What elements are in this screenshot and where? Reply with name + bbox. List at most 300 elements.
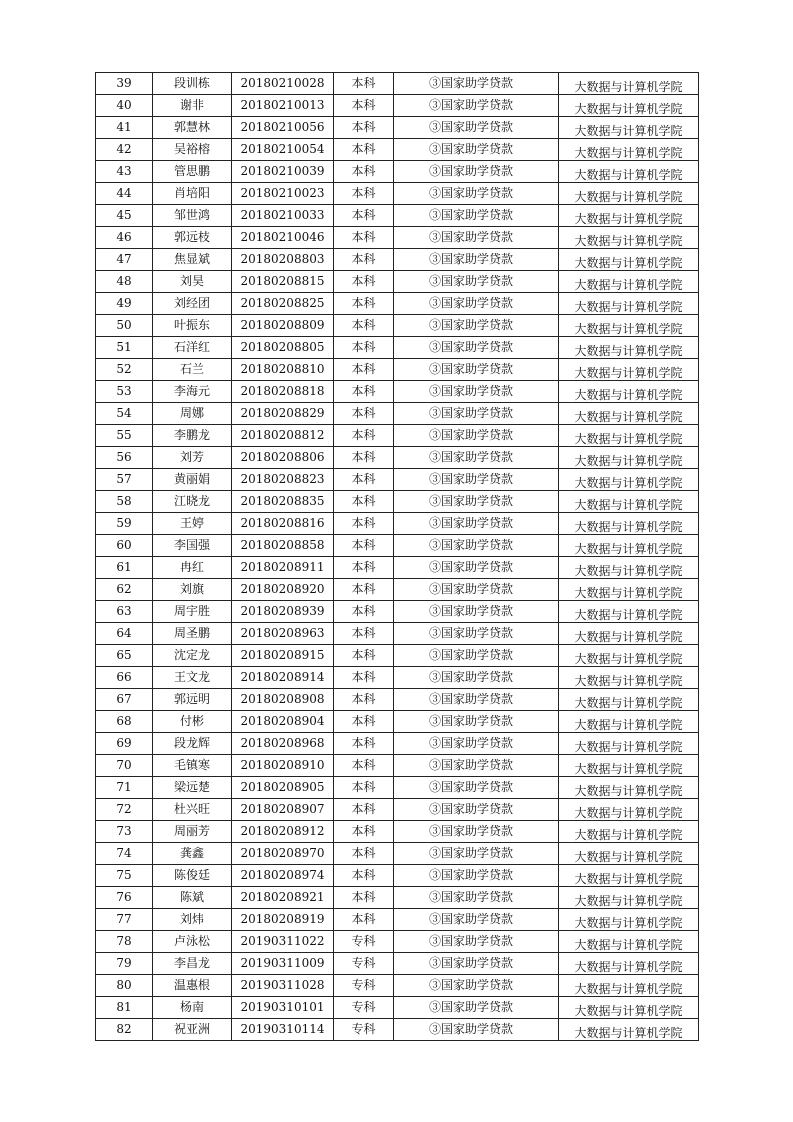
student-name-cell: 段训栋 xyxy=(153,73,232,95)
college-label: 大数据与计算机学院 xyxy=(574,586,683,600)
aid-type-cell: ③国家助学贷款 xyxy=(394,755,559,777)
student-id-cell: 20180210023 xyxy=(232,183,334,205)
student-name-cell: 周宇胜 xyxy=(153,601,232,623)
aid-type-cell: ③国家助学贷款 xyxy=(394,557,559,579)
row-number-cell: 46 xyxy=(96,227,153,249)
college-cell xyxy=(559,271,699,293)
table-row xyxy=(96,447,699,469)
table-row xyxy=(96,645,699,667)
college-label: 大数据与计算机学院 xyxy=(574,938,683,952)
aid-type-cell: ③国家助学贷款 xyxy=(394,183,559,205)
table-row xyxy=(96,403,699,425)
aid-type-cell: ③国家助学贷款 xyxy=(394,359,559,381)
student-name-cell: 李鹏龙 xyxy=(153,425,232,447)
table-row xyxy=(96,777,699,799)
table-row xyxy=(96,205,699,227)
table-row xyxy=(96,183,699,205)
college-label: 大数据与计算机学院 xyxy=(574,652,683,666)
college-label: 大数据与计算机学院 xyxy=(574,960,683,974)
row-number-cell: 40 xyxy=(96,95,153,117)
student-id-cell: 20180210046 xyxy=(232,227,334,249)
student-name-cell: 邹世鸿 xyxy=(153,205,232,227)
college-label: 大数据与计算机学院 xyxy=(574,190,683,204)
aid-type-cell: ③国家助学贷款 xyxy=(394,997,559,1019)
college-label: 大数据与计算机学院 xyxy=(574,388,683,402)
aid-type-cell: ③国家助学贷款 xyxy=(394,403,559,425)
education-level-cell: 本科 xyxy=(334,887,394,909)
aid-type-cell: ③国家助学贷款 xyxy=(394,601,559,623)
college-cell xyxy=(559,403,699,425)
aid-type-cell: ③国家助学贷款 xyxy=(394,315,559,337)
education-level-cell: 本科 xyxy=(334,337,394,359)
college-cell xyxy=(559,843,699,865)
college-label: 大数据与计算机学院 xyxy=(574,124,683,138)
college-cell xyxy=(559,381,699,403)
student-name-cell: 石兰 xyxy=(153,359,232,381)
student-name-cell: 李海元 xyxy=(153,381,232,403)
row-number-cell: 52 xyxy=(96,359,153,381)
student-name-cell: 肖培阳 xyxy=(153,183,232,205)
education-level-cell: 本科 xyxy=(334,843,394,865)
education-level-cell: 本科 xyxy=(334,271,394,293)
student-name-cell: 刘炜 xyxy=(153,909,232,931)
student-id-cell: 20180208806 xyxy=(232,447,334,469)
education-level-cell: 本科 xyxy=(334,425,394,447)
college-cell xyxy=(559,513,699,535)
student-id-cell: 20190310101 xyxy=(232,997,334,1019)
education-level-cell: 本科 xyxy=(334,205,394,227)
aid-type-cell: ③国家助学贷款 xyxy=(394,711,559,733)
aid-type-cell: ③国家助学贷款 xyxy=(394,117,559,139)
college-cell xyxy=(559,161,699,183)
college-label: 大数据与计算机学院 xyxy=(574,102,683,116)
table-row xyxy=(96,557,699,579)
aid-type-cell: ③国家助学贷款 xyxy=(394,381,559,403)
aid-type-cell: ③国家助学贷款 xyxy=(394,975,559,997)
college-cell xyxy=(559,667,699,689)
student-id-cell: 20180208825 xyxy=(232,293,334,315)
row-number-cell: 77 xyxy=(96,909,153,931)
table-row xyxy=(96,909,699,931)
college-cell xyxy=(559,865,699,887)
table-row xyxy=(96,73,699,95)
education-level-cell: 本科 xyxy=(334,733,394,755)
education-level-cell: 本科 xyxy=(334,293,394,315)
college-cell xyxy=(559,73,699,95)
student-name-cell: 杨南 xyxy=(153,997,232,1019)
student-id-cell: 20180208911 xyxy=(232,557,334,579)
row-number-cell: 49 xyxy=(96,293,153,315)
student-id-cell: 20180210028 xyxy=(232,73,334,95)
aid-type-cell: ③国家助学贷款 xyxy=(394,139,559,161)
student-id-cell: 20180210054 xyxy=(232,139,334,161)
table-row xyxy=(96,227,699,249)
aid-type-cell: ③国家助学贷款 xyxy=(394,337,559,359)
student-name-cell: 郭远明 xyxy=(153,689,232,711)
student-name-cell: 周丽芳 xyxy=(153,821,232,843)
row-number-cell: 78 xyxy=(96,931,153,953)
college-cell xyxy=(559,821,699,843)
education-level-cell: 本科 xyxy=(334,447,394,469)
college-label: 大数据与计算机学院 xyxy=(574,476,683,490)
student-id-cell: 20180208904 xyxy=(232,711,334,733)
student-id-cell: 20180208968 xyxy=(232,733,334,755)
table-row xyxy=(96,865,699,887)
student-name-cell: 李昌龙 xyxy=(153,953,232,975)
student-name-cell: 温惠根 xyxy=(153,975,232,997)
college-label: 大数据与计算机学院 xyxy=(574,542,683,556)
aid-type-cell: ③国家助学贷款 xyxy=(394,579,559,601)
row-number-cell: 81 xyxy=(96,997,153,1019)
aid-type-cell: ③国家助学贷款 xyxy=(394,909,559,931)
table-row xyxy=(96,293,699,315)
student-name-cell: 吴裕榕 xyxy=(153,139,232,161)
student-id-cell: 20180208805 xyxy=(232,337,334,359)
table-row xyxy=(96,601,699,623)
row-number-cell: 68 xyxy=(96,711,153,733)
table-row xyxy=(96,491,699,513)
table-row xyxy=(96,381,699,403)
college-cell xyxy=(559,535,699,557)
education-level-cell: 本科 xyxy=(334,535,394,557)
student-id-cell: 20180210039 xyxy=(232,161,334,183)
table-row xyxy=(96,579,699,601)
aid-type-cell: ③国家助学贷款 xyxy=(394,535,559,557)
row-number-cell: 79 xyxy=(96,953,153,975)
student-id-cell: 20180208914 xyxy=(232,667,334,689)
education-level-cell: 本科 xyxy=(334,601,394,623)
aid-type-cell: ③国家助学贷款 xyxy=(394,227,559,249)
college-label: 大数据与计算机学院 xyxy=(574,872,683,886)
education-level-cell: 本科 xyxy=(334,909,394,931)
education-level-cell: 专科 xyxy=(334,1019,394,1041)
college-label: 大数据与计算机学院 xyxy=(574,850,683,864)
student-name-cell: 周圣鹏 xyxy=(153,623,232,645)
table-row xyxy=(96,975,699,997)
row-number-cell: 42 xyxy=(96,139,153,161)
college-label: 大数据与计算机学院 xyxy=(574,300,683,314)
row-number-cell: 75 xyxy=(96,865,153,887)
aid-type-cell: ③国家助学贷款 xyxy=(394,953,559,975)
student-name-cell: 郭慧林 xyxy=(153,117,232,139)
education-level-cell: 本科 xyxy=(334,667,394,689)
row-number-cell: 50 xyxy=(96,315,153,337)
education-level-cell: 本科 xyxy=(334,689,394,711)
student-name-cell: 沈定龙 xyxy=(153,645,232,667)
aid-type-cell: ③国家助学贷款 xyxy=(394,645,559,667)
student-id-cell: 20180208970 xyxy=(232,843,334,865)
aid-type-cell: ③国家助学贷款 xyxy=(394,623,559,645)
college-cell xyxy=(559,205,699,227)
student-id-cell: 20180208829 xyxy=(232,403,334,425)
education-level-cell: 本科 xyxy=(334,73,394,95)
college-cell xyxy=(559,249,699,271)
college-cell xyxy=(559,447,699,469)
row-number-cell: 73 xyxy=(96,821,153,843)
table-row xyxy=(96,535,699,557)
college-label: 大数据与计算机学院 xyxy=(574,234,683,248)
education-level-cell: 本科 xyxy=(334,227,394,249)
table-row xyxy=(96,469,699,491)
row-number-cell: 67 xyxy=(96,689,153,711)
education-level-cell: 本科 xyxy=(334,557,394,579)
student-name-cell: 陈斌 xyxy=(153,887,232,909)
college-cell xyxy=(559,183,699,205)
aid-type-cell: ③国家助学贷款 xyxy=(394,271,559,293)
college-cell xyxy=(559,645,699,667)
student-id-cell: 20180208910 xyxy=(232,755,334,777)
student-name-cell: 石洋红 xyxy=(153,337,232,359)
college-cell xyxy=(559,425,699,447)
education-level-cell: 专科 xyxy=(334,931,394,953)
college-cell xyxy=(559,469,699,491)
aid-type-cell: ③国家助学贷款 xyxy=(394,865,559,887)
education-level-cell: 本科 xyxy=(334,645,394,667)
table-row xyxy=(96,359,699,381)
education-level-cell: 本科 xyxy=(334,711,394,733)
student-aid-table xyxy=(95,72,699,1041)
student-name-cell: 冉红 xyxy=(153,557,232,579)
student-name-cell: 李国强 xyxy=(153,535,232,557)
row-number-cell: 60 xyxy=(96,535,153,557)
college-cell xyxy=(559,117,699,139)
row-number-cell: 54 xyxy=(96,403,153,425)
student-id-cell: 20180210033 xyxy=(232,205,334,227)
aid-type-cell: ③国家助学贷款 xyxy=(394,667,559,689)
aid-type-cell: ③国家助学贷款 xyxy=(394,425,559,447)
student-name-cell: 龚鑫 xyxy=(153,843,232,865)
college-label: 大数据与计算机学院 xyxy=(574,432,683,446)
education-level-cell: 本科 xyxy=(334,381,394,403)
student-name-cell: 陈俊廷 xyxy=(153,865,232,887)
education-level-cell: 专科 xyxy=(334,975,394,997)
college-label: 大数据与计算机学院 xyxy=(574,212,683,226)
student-id-cell: 20190311009 xyxy=(232,953,334,975)
student-name-cell: 江晓龙 xyxy=(153,491,232,513)
table-row xyxy=(96,161,699,183)
row-number-cell: 61 xyxy=(96,557,153,579)
college-label: 大数据与计算机学院 xyxy=(574,718,683,732)
college-cell xyxy=(559,337,699,359)
student-id-cell: 20180208915 xyxy=(232,645,334,667)
education-level-cell: 本科 xyxy=(334,755,394,777)
aid-type-cell: ③国家助学贷款 xyxy=(394,689,559,711)
college-label: 大数据与计算机学院 xyxy=(574,344,683,358)
table-row xyxy=(96,139,699,161)
college-label: 大数据与计算机学院 xyxy=(574,322,683,336)
college-label: 大数据与计算机学院 xyxy=(574,740,683,754)
education-level-cell: 专科 xyxy=(334,997,394,1019)
college-label: 大数据与计算机学院 xyxy=(574,762,683,776)
college-label: 大数据与计算机学院 xyxy=(574,784,683,798)
aid-type-cell: ③国家助学贷款 xyxy=(394,931,559,953)
table-row xyxy=(96,667,699,689)
aid-type-cell: ③国家助学贷款 xyxy=(394,1019,559,1041)
student-name-cell: 段龙辉 xyxy=(153,733,232,755)
student-id-cell: 20180208908 xyxy=(232,689,334,711)
education-level-cell: 本科 xyxy=(334,865,394,887)
college-cell xyxy=(559,315,699,337)
education-level-cell: 本科 xyxy=(334,183,394,205)
table-row xyxy=(96,931,699,953)
education-level-cell: 本科 xyxy=(334,249,394,271)
education-level-cell: 本科 xyxy=(334,821,394,843)
aid-type-cell: ③国家助学贷款 xyxy=(394,491,559,513)
college-cell xyxy=(559,293,699,315)
student-id-cell: 20190311028 xyxy=(232,975,334,997)
college-cell xyxy=(559,799,699,821)
student-name-cell: 杜兴旺 xyxy=(153,799,232,821)
row-number-cell: 82 xyxy=(96,1019,153,1041)
student-id-cell: 20180208809 xyxy=(232,315,334,337)
student-id-cell: 20180208835 xyxy=(232,491,334,513)
row-number-cell: 72 xyxy=(96,799,153,821)
student-name-cell: 黄丽娟 xyxy=(153,469,232,491)
student-id-cell: 20180208921 xyxy=(232,887,334,909)
college-label: 大数据与计算机学院 xyxy=(574,498,683,512)
college-label: 大数据与计算机学院 xyxy=(574,80,683,94)
student-id-cell: 20180208974 xyxy=(232,865,334,887)
aid-type-cell: ③国家助学贷款 xyxy=(394,447,559,469)
college-cell xyxy=(559,953,699,975)
row-number-cell: 41 xyxy=(96,117,153,139)
college-cell xyxy=(559,777,699,799)
table-row xyxy=(96,623,699,645)
student-name-cell: 王文龙 xyxy=(153,667,232,689)
aid-type-cell: ③国家助学贷款 xyxy=(394,293,559,315)
aid-type-cell: ③国家助学贷款 xyxy=(394,95,559,117)
education-level-cell: 本科 xyxy=(334,623,394,645)
college-label: 大数据与计算机学院 xyxy=(574,520,683,534)
aid-type-cell: ③国家助学贷款 xyxy=(394,73,559,95)
college-label: 大数据与计算机学院 xyxy=(574,168,683,182)
student-name-cell: 刘经团 xyxy=(153,293,232,315)
row-number-cell: 65 xyxy=(96,645,153,667)
college-cell xyxy=(559,491,699,513)
aid-type-cell: ③国家助学贷款 xyxy=(394,821,559,843)
student-name-cell: 管思鹏 xyxy=(153,161,232,183)
education-level-cell: 本科 xyxy=(334,491,394,513)
student-name-cell: 梁远楚 xyxy=(153,777,232,799)
education-level-cell: 本科 xyxy=(334,777,394,799)
college-label: 大数据与计算机学院 xyxy=(574,256,683,270)
table-body xyxy=(96,73,699,1041)
education-level-cell: 本科 xyxy=(334,799,394,821)
student-id-cell: 20180208939 xyxy=(232,601,334,623)
student-name-cell: 毛镇寒 xyxy=(153,755,232,777)
student-id-cell: 20180210056 xyxy=(232,117,334,139)
table-row xyxy=(96,689,699,711)
table-row xyxy=(96,271,699,293)
education-level-cell: 本科 xyxy=(334,95,394,117)
college-cell xyxy=(559,909,699,931)
student-id-cell: 20190311022 xyxy=(232,931,334,953)
aid-type-cell: ③国家助学贷款 xyxy=(394,799,559,821)
student-name-cell: 周娜 xyxy=(153,403,232,425)
table-row xyxy=(96,315,699,337)
table-row xyxy=(96,953,699,975)
row-number-cell: 47 xyxy=(96,249,153,271)
row-number-cell: 58 xyxy=(96,491,153,513)
college-cell xyxy=(559,887,699,909)
row-number-cell: 39 xyxy=(96,73,153,95)
student-id-cell: 20180208912 xyxy=(232,821,334,843)
college-label: 大数据与计算机学院 xyxy=(574,982,683,996)
student-name-cell: 刘昊 xyxy=(153,271,232,293)
student-name-cell: 谢非 xyxy=(153,95,232,117)
row-number-cell: 44 xyxy=(96,183,153,205)
education-level-cell: 专科 xyxy=(334,953,394,975)
college-cell xyxy=(559,623,699,645)
college-cell xyxy=(559,931,699,953)
college-label: 大数据与计算机学院 xyxy=(574,1004,683,1018)
aid-type-cell: ③国家助学贷款 xyxy=(394,843,559,865)
row-number-cell: 66 xyxy=(96,667,153,689)
table-row xyxy=(96,249,699,271)
student-id-cell: 20180208812 xyxy=(232,425,334,447)
education-level-cell: 本科 xyxy=(334,513,394,535)
row-number-cell: 45 xyxy=(96,205,153,227)
row-number-cell: 63 xyxy=(96,601,153,623)
student-id-cell: 20180208963 xyxy=(232,623,334,645)
college-cell xyxy=(559,227,699,249)
table-row xyxy=(96,755,699,777)
row-number-cell: 59 xyxy=(96,513,153,535)
row-number-cell: 80 xyxy=(96,975,153,997)
aid-type-cell: ③国家助学贷款 xyxy=(394,161,559,183)
table-row xyxy=(96,821,699,843)
student-id-cell: 20180208905 xyxy=(232,777,334,799)
college-label: 大数据与计算机学院 xyxy=(574,806,683,820)
student-name-cell: 叶振东 xyxy=(153,315,232,337)
education-level-cell: 本科 xyxy=(334,403,394,425)
education-level-cell: 本科 xyxy=(334,315,394,337)
college-label: 大数据与计算机学院 xyxy=(574,564,683,578)
college-cell xyxy=(559,359,699,381)
college-cell xyxy=(559,95,699,117)
table-row xyxy=(96,843,699,865)
student-id-cell: 20180208823 xyxy=(232,469,334,491)
table-row xyxy=(96,337,699,359)
college-label: 大数据与计算机学院 xyxy=(574,278,683,292)
aid-type-cell: ③国家助学贷款 xyxy=(394,469,559,491)
table-row xyxy=(96,95,699,117)
student-id-cell: 20180208815 xyxy=(232,271,334,293)
aid-type-cell: ③国家助学贷款 xyxy=(394,887,559,909)
row-number-cell: 62 xyxy=(96,579,153,601)
aid-type-cell: ③国家助学贷款 xyxy=(394,205,559,227)
row-number-cell: 71 xyxy=(96,777,153,799)
row-number-cell: 56 xyxy=(96,447,153,469)
row-number-cell: 43 xyxy=(96,161,153,183)
row-number-cell: 55 xyxy=(96,425,153,447)
row-number-cell: 74 xyxy=(96,843,153,865)
college-cell xyxy=(559,997,699,1019)
row-number-cell: 48 xyxy=(96,271,153,293)
college-label: 大数据与计算机学院 xyxy=(574,146,683,160)
student-id-cell: 20180208803 xyxy=(232,249,334,271)
college-label: 大数据与计算机学院 xyxy=(574,894,683,908)
college-cell xyxy=(559,975,699,997)
student-id-cell: 20180208907 xyxy=(232,799,334,821)
college-label: 大数据与计算机学院 xyxy=(574,630,683,644)
education-level-cell: 本科 xyxy=(334,469,394,491)
student-id-cell: 20190310114 xyxy=(232,1019,334,1041)
row-number-cell: 69 xyxy=(96,733,153,755)
student-name-cell: 付彬 xyxy=(153,711,232,733)
college-label: 大数据与计算机学院 xyxy=(574,608,683,622)
table-row xyxy=(96,513,699,535)
